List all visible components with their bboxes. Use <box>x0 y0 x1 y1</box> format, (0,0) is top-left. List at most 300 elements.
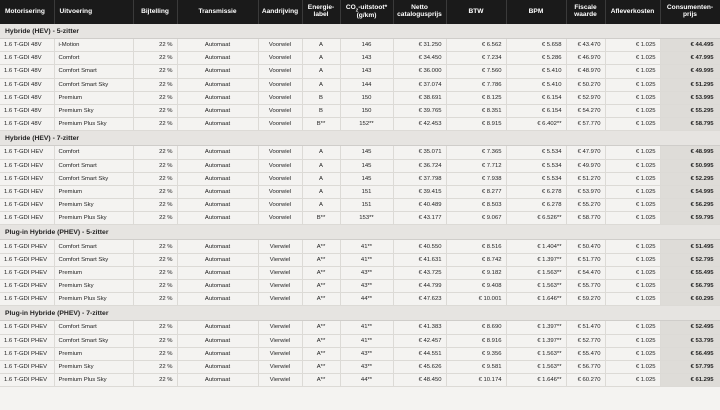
cell-consumentenprijs: € 56.795 <box>660 280 720 293</box>
cell-energielabel: A** <box>302 360 340 373</box>
cell-afleverkosten: € 1.025 <box>605 253 660 266</box>
cell-consumentenprijs: € 44.495 <box>660 39 720 52</box>
table-row <box>0 240 720 253</box>
cell-co2: 41** <box>340 334 393 347</box>
cell-aandrijving: Voorwiel <box>258 91 302 104</box>
cell-bpm: € 5.410 <box>506 65 566 78</box>
cell-fiscale-waarde: € 52.970 <box>566 91 605 104</box>
cell-btw: € 9.356 <box>446 347 506 360</box>
cell-netto-catalogusprijs: € 36.724 <box>393 159 446 172</box>
cell-bijtelling: 22 % <box>133 146 177 159</box>
cell-consumentenprijs: € 50.995 <box>660 159 720 172</box>
cell-afleverkosten: € 1.025 <box>605 280 660 293</box>
cell-afleverkosten: € 1.025 <box>605 347 660 360</box>
cell-netto-catalogusprijs: € 36.000 <box>393 65 446 78</box>
cell-consumentenprijs: € 55.495 <box>660 266 720 279</box>
cell-energielabel: A** <box>302 374 340 387</box>
cell-transmissie: Automaat <box>177 253 258 266</box>
cell-co2: 143 <box>340 65 393 78</box>
cell-co2: 41** <box>340 253 393 266</box>
cell-netto-catalogusprijs: € 43.177 <box>393 212 446 225</box>
cell-transmissie: Automaat <box>177 266 258 279</box>
cell-bijtelling: 22 % <box>133 347 177 360</box>
cell-transmissie: Automaat <box>177 347 258 360</box>
cell-btw: € 7.712 <box>446 159 506 172</box>
header-afleverkosten: Afleverkosten <box>605 0 660 24</box>
cell-btw: € 8.915 <box>446 118 506 131</box>
cell-motorisering: 1.6 T-GDI HEV <box>0 212 54 225</box>
header-aandrijving: Aandrijving <box>258 0 302 24</box>
cell-consumentenprijs: € 48.995 <box>660 146 720 159</box>
cell-afleverkosten: € 1.025 <box>605 146 660 159</box>
cell-bijtelling: 22 % <box>133 321 177 334</box>
cell-uitvoering: Premium <box>54 185 133 198</box>
cell-aandrijving: Voorwiel <box>258 78 302 91</box>
cell-bpm: € 1.563** <box>506 266 566 279</box>
cell-co2: 150 <box>340 104 393 117</box>
cell-fiscale-waarde: € 50.470 <box>566 240 605 253</box>
cell-aandrijving: Voorwiel <box>258 39 302 52</box>
cell-co2: 150 <box>340 91 393 104</box>
cell-uitvoering: Comfort Smart <box>54 159 133 172</box>
table-row <box>0 159 720 172</box>
section-title: Hybride (HEV) - 5-zitter <box>0 24 720 39</box>
cell-aandrijving: Vierwiel <box>258 360 302 373</box>
cell-motorisering: 1.6 T-GDI PHEV <box>0 360 54 373</box>
cell-bpm: € 1.404** <box>506 240 566 253</box>
table-row <box>0 91 720 104</box>
cell-energielabel: A <box>302 172 340 185</box>
table-row <box>0 104 720 117</box>
cell-netto-catalogusprijs: € 39.415 <box>393 185 446 198</box>
cell-afleverkosten: € 1.025 <box>605 185 660 198</box>
cell-bpm: € 6.154 <box>506 104 566 117</box>
cell-motorisering: 1.6 T-GDI 48V <box>0 39 54 52</box>
cell-co2: 43** <box>340 360 393 373</box>
cell-co2: 43** <box>340 347 393 360</box>
cell-bpm: € 1.397** <box>506 334 566 347</box>
cell-btw: € 8.690 <box>446 321 506 334</box>
header-btw: BTW <box>446 0 506 24</box>
cell-co2: 43** <box>340 280 393 293</box>
cell-btw: € 8.516 <box>446 240 506 253</box>
cell-co2: 145 <box>340 172 393 185</box>
cell-afleverkosten: € 1.025 <box>605 159 660 172</box>
cell-co2: 41** <box>340 321 393 334</box>
cell-transmissie: Automaat <box>177 240 258 253</box>
cell-bijtelling: 22 % <box>133 159 177 172</box>
cell-netto-catalogusprijs: € 45.626 <box>393 360 446 373</box>
cell-fiscale-waarde: € 55.470 <box>566 347 605 360</box>
header-motorisering: Motorisering <box>0 0 54 24</box>
header-energielabel: Energie- label <box>302 0 340 24</box>
table-row <box>0 280 720 293</box>
cell-uitvoering: Premium <box>54 91 133 104</box>
table-row <box>0 360 720 373</box>
cell-fiscale-waarde: € 51.770 <box>566 253 605 266</box>
cell-motorisering: 1.6 T-GDI HEV <box>0 185 54 198</box>
cell-consumentenprijs: € 60.295 <box>660 293 720 306</box>
cell-bpm: € 1.397** <box>506 253 566 266</box>
table-row <box>0 185 720 198</box>
cell-btw: € 9.067 <box>446 212 506 225</box>
cell-netto-catalogusprijs: € 35.071 <box>393 146 446 159</box>
cell-consumentenprijs: € 59.795 <box>660 212 720 225</box>
cell-energielabel: B** <box>302 212 340 225</box>
cell-bpm: € 6.278 <box>506 199 566 212</box>
section-title: Hybride (HEV) - 7-zitter <box>0 131 720 146</box>
cell-bijtelling: 22 % <box>133 185 177 198</box>
section-header <box>0 225 720 240</box>
cell-bpm: € 1.397** <box>506 321 566 334</box>
cell-uitvoering: Comfort Smart Sky <box>54 334 133 347</box>
cell-co2: 44** <box>340 374 393 387</box>
cell-energielabel: B <box>302 104 340 117</box>
cell-uitvoering: Premium <box>54 347 133 360</box>
cell-transmissie: Automaat <box>177 360 258 373</box>
cell-uitvoering: Premium Sky <box>54 199 133 212</box>
cell-uitvoering: i-Motion <box>54 39 133 52</box>
header-co2: $CO_2-uitstoot*$ (g/km) <box>340 0 393 24</box>
cell-consumentenprijs: € 51.295 <box>660 78 720 91</box>
table-row <box>0 347 720 360</box>
cell-fiscale-waarde: € 46.970 <box>566 52 605 65</box>
cell-energielabel: A <box>302 146 340 159</box>
table-row <box>0 78 720 91</box>
cell-aandrijving: Vierwiel <box>258 334 302 347</box>
cell-motorisering: 1.6 T-GDI 48V <box>0 104 54 117</box>
cell-motorisering: 1.6 T-GDI 48V <box>0 118 54 131</box>
cell-aandrijving: Voorwiel <box>258 146 302 159</box>
cell-fiscale-waarde: € 52.770 <box>566 334 605 347</box>
cell-bijtelling: 22 % <box>133 65 177 78</box>
cell-fiscale-waarde: € 55.270 <box>566 199 605 212</box>
cell-aandrijving: Voorwiel <box>258 104 302 117</box>
cell-transmissie: Automaat <box>177 146 258 159</box>
cell-bpm: € 1.563** <box>506 347 566 360</box>
cell-bpm: € 5.534 <box>506 172 566 185</box>
cell-uitvoering: Comfort Smart <box>54 65 133 78</box>
table-row <box>0 334 720 347</box>
cell-aandrijving: Voorwiel <box>258 185 302 198</box>
cell-netto-catalogusprijs: € 38.691 <box>393 91 446 104</box>
cell-bpm: € 5.286 <box>506 52 566 65</box>
cell-consumentenprijs: € 52.295 <box>660 172 720 185</box>
cell-bijtelling: 22 % <box>133 52 177 65</box>
cell-transmissie: Automaat <box>177 374 258 387</box>
table-row <box>0 172 720 185</box>
cell-aandrijving: Voorwiel <box>258 199 302 212</box>
cell-uitvoering: Premium Plus Sky <box>54 374 133 387</box>
cell-bpm: € 5.410 <box>506 78 566 91</box>
cell-bpm: € 6.278 <box>506 185 566 198</box>
cell-transmissie: Automaat <box>177 199 258 212</box>
cell-consumentenprijs: € 57.795 <box>660 360 720 373</box>
cell-co2: 153** <box>340 212 393 225</box>
cell-consumentenprijs: € 49.995 <box>660 65 720 78</box>
cell-energielabel: A** <box>302 293 340 306</box>
cell-afleverkosten: € 1.025 <box>605 65 660 78</box>
cell-aandrijving: Voorwiel <box>258 172 302 185</box>
cell-aandrijving: Voorwiel <box>258 52 302 65</box>
cell-motorisering: 1.6 T-GDI HEV <box>0 146 54 159</box>
cell-fiscale-waarde: € 51.270 <box>566 172 605 185</box>
cell-bpm: € 5.534 <box>506 159 566 172</box>
header-bpm: BPM <box>506 0 566 24</box>
cell-fiscale-waarde: € 47.970 <box>566 146 605 159</box>
cell-btw: € 8.351 <box>446 104 506 117</box>
cell-bijtelling: 22 % <box>133 172 177 185</box>
table-row <box>0 266 720 279</box>
cell-fiscale-waarde: € 60.270 <box>566 374 605 387</box>
table-row <box>0 199 720 212</box>
cell-consumentenprijs: € 47.995 <box>660 52 720 65</box>
cell-motorisering: 1.6 T-GDI PHEV <box>0 293 54 306</box>
cell-transmissie: Automaat <box>177 65 258 78</box>
table-row <box>0 253 720 266</box>
cell-co2: 151 <box>340 185 393 198</box>
cell-consumentenprijs: € 54.995 <box>660 185 720 198</box>
cell-afleverkosten: € 1.025 <box>605 199 660 212</box>
section-header <box>0 306 720 321</box>
cell-motorisering: 1.6 T-GDI PHEV <box>0 374 54 387</box>
cell-bijtelling: 22 % <box>133 104 177 117</box>
cell-bijtelling: 22 % <box>133 360 177 373</box>
cell-bpm: € 6.154 <box>506 91 566 104</box>
cell-aandrijving: Vierwiel <box>258 253 302 266</box>
cell-btw: € 8.277 <box>446 185 506 198</box>
section-header <box>0 24 720 39</box>
cell-motorisering: 1.6 T-GDI HEV <box>0 159 54 172</box>
cell-motorisering: 1.6 T-GDI PHEV <box>0 266 54 279</box>
cell-consumentenprijs: € 56.495 <box>660 347 720 360</box>
cell-bijtelling: 22 % <box>133 212 177 225</box>
cell-netto-catalogusprijs: € 44.551 <box>393 347 446 360</box>
cell-fiscale-waarde: € 57.770 <box>566 118 605 131</box>
header-uitvoering: Uitvoering <box>54 0 133 24</box>
cell-motorisering: 1.6 T-GDI 48V <box>0 91 54 104</box>
cell-fiscale-waarde: € 49.970 <box>566 159 605 172</box>
cell-bijtelling: 22 % <box>133 91 177 104</box>
cell-motorisering: 1.6 T-GDI PHEV <box>0 280 54 293</box>
cell-btw: € 7.560 <box>446 65 506 78</box>
cell-fiscale-waarde: € 54.470 <box>566 266 605 279</box>
cell-motorisering: 1.6 T-GDI 48V <box>0 78 54 91</box>
cell-btw: € 8.125 <box>446 91 506 104</box>
header-fiscale: Fiscale waarde <box>566 0 605 24</box>
section-title: Plug-in Hybride (PHEV) - 5-zitter <box>0 225 720 240</box>
cell-consumentenprijs: € 56.295 <box>660 199 720 212</box>
cell-uitvoering: Comfort Smart Sky <box>54 78 133 91</box>
cell-btw: € 9.581 <box>446 360 506 373</box>
cell-co2: 41** <box>340 240 393 253</box>
cell-transmissie: Automaat <box>177 39 258 52</box>
cell-btw: € 9.182 <box>446 266 506 279</box>
cell-btw: € 7.938 <box>446 172 506 185</box>
cell-uitvoering: Comfort <box>54 52 133 65</box>
cell-transmissie: Automaat <box>177 52 258 65</box>
cell-fiscale-waarde: € 53.970 <box>566 185 605 198</box>
cell-afleverkosten: € 1.025 <box>605 321 660 334</box>
cell-fiscale-waarde: € 54.270 <box>566 104 605 117</box>
cell-motorisering: 1.6 T-GDI PHEV <box>0 240 54 253</box>
cell-energielabel: A <box>302 159 340 172</box>
cell-fiscale-waarde: € 55.770 <box>566 280 605 293</box>
cell-afleverkosten: € 1.025 <box>605 360 660 373</box>
cell-bijtelling: 22 % <box>133 78 177 91</box>
cell-netto-catalogusprijs: € 37.798 <box>393 172 446 185</box>
cell-bpm: € 1.646** <box>506 293 566 306</box>
cell-co2: 44** <box>340 293 393 306</box>
cell-afleverkosten: € 1.025 <box>605 104 660 117</box>
cell-transmissie: Automaat <box>177 185 258 198</box>
cell-fiscale-waarde: € 51.470 <box>566 321 605 334</box>
cell-consumentenprijs: € 53.795 <box>660 334 720 347</box>
cell-aandrijving: Vierwiel <box>258 293 302 306</box>
cell-energielabel: A <box>302 185 340 198</box>
cell-afleverkosten: € 1.025 <box>605 240 660 253</box>
cell-fiscale-waarde: € 50.270 <box>566 78 605 91</box>
cell-afleverkosten: € 1.025 <box>605 334 660 347</box>
cell-btw: € 6.562 <box>446 39 506 52</box>
cell-netto-catalogusprijs: € 41.631 <box>393 253 446 266</box>
cell-afleverkosten: € 1.025 <box>605 266 660 279</box>
cell-netto-catalogusprijs: € 42.457 <box>393 334 446 347</box>
header-bijtelling: Bijtelling <box>133 0 177 24</box>
cell-transmissie: Automaat <box>177 104 258 117</box>
header-netto: Netto catalogusprijs <box>393 0 446 24</box>
cell-motorisering: 1.6 T-GDI PHEV <box>0 347 54 360</box>
cell-afleverkosten: € 1.025 <box>605 39 660 52</box>
cell-uitvoering: Premium Plus Sky <box>54 212 133 225</box>
cell-consumentenprijs: € 61.295 <box>660 374 720 387</box>
cell-netto-catalogusprijs: € 34.450 <box>393 52 446 65</box>
cell-co2: 151 <box>340 199 393 212</box>
cell-afleverkosten: € 1.025 <box>605 91 660 104</box>
cell-afleverkosten: € 1.025 <box>605 52 660 65</box>
cell-energielabel: A** <box>302 280 340 293</box>
cell-bpm: € 1.563** <box>506 280 566 293</box>
cell-energielabel: A** <box>302 266 340 279</box>
cell-netto-catalogusprijs: € 44.799 <box>393 280 446 293</box>
cell-bpm: € 5.658 <box>506 39 566 52</box>
cell-consumentenprijs: € 53.995 <box>660 91 720 104</box>
cell-bijtelling: 22 % <box>133 374 177 387</box>
cell-aandrijving: Vierwiel <box>258 374 302 387</box>
cell-btw: € 10.001 <box>446 293 506 306</box>
cell-motorisering: 1.6 T-GDI 48V <box>0 52 54 65</box>
cell-bijtelling: 22 % <box>133 118 177 131</box>
cell-afleverkosten: € 1.025 <box>605 118 660 131</box>
cell-energielabel: A** <box>302 240 340 253</box>
cell-co2: 145 <box>340 159 393 172</box>
table-row <box>0 293 720 306</box>
cell-transmissie: Automaat <box>177 159 258 172</box>
cell-uitvoering: Comfort Smart <box>54 321 133 334</box>
cell-aandrijving: Vierwiel <box>258 321 302 334</box>
cell-motorisering: 1.6 T-GDI HEV <box>0 199 54 212</box>
cell-bpm: € 6.402** <box>506 118 566 131</box>
cell-afleverkosten: € 1.025 <box>605 78 660 91</box>
cell-bijtelling: 22 % <box>133 199 177 212</box>
cell-fiscale-waarde: € 43.470 <box>566 39 605 52</box>
cell-co2: 145 <box>340 146 393 159</box>
cell-bijtelling: 22 % <box>133 280 177 293</box>
cell-energielabel: A <box>302 78 340 91</box>
cell-netto-catalogusprijs: € 48.450 <box>393 374 446 387</box>
cell-consumentenprijs: € 55.295 <box>660 104 720 117</box>
cell-energielabel: A** <box>302 347 340 360</box>
cell-fiscale-waarde: € 56.770 <box>566 360 605 373</box>
cell-energielabel: B <box>302 91 340 104</box>
cell-uitvoering: Comfort <box>54 146 133 159</box>
cell-netto-catalogusprijs: € 37.074 <box>393 78 446 91</box>
cell-uitvoering: Comfort Smart Sky <box>54 253 133 266</box>
table-row <box>0 321 720 334</box>
cell-transmissie: Automaat <box>177 293 258 306</box>
cell-uitvoering: Premium Sky <box>54 280 133 293</box>
cell-energielabel: B** <box>302 118 340 131</box>
cell-consumentenprijs: € 52.495 <box>660 321 720 334</box>
cell-bpm: € 6.526** <box>506 212 566 225</box>
cell-co2: 152** <box>340 118 393 131</box>
cell-transmissie: Automaat <box>177 91 258 104</box>
cell-aandrijving: Vierwiel <box>258 347 302 360</box>
cell-netto-catalogusprijs: € 39.765 <box>393 104 446 117</box>
cell-energielabel: A <box>302 39 340 52</box>
cell-co2: 146 <box>340 39 393 52</box>
cell-fiscale-waarde: € 59.270 <box>566 293 605 306</box>
table-row <box>0 374 720 387</box>
cell-aandrijving: Vierwiel <box>258 240 302 253</box>
cell-afleverkosten: € 1.025 <box>605 374 660 387</box>
cell-motorisering: 1.6 T-GDI 48V <box>0 65 54 78</box>
cell-aandrijving: Voorwiel <box>258 212 302 225</box>
cell-uitvoering: Premium Plus Sky <box>54 293 133 306</box>
cell-energielabel: A <box>302 65 340 78</box>
cell-bijtelling: 22 % <box>133 253 177 266</box>
cell-netto-catalogusprijs: € 40.489 <box>393 199 446 212</box>
cell-netto-catalogusprijs: € 47.623 <box>393 293 446 306</box>
cell-consumentenprijs: € 52.795 <box>660 253 720 266</box>
cell-aandrijving: Vierwiel <box>258 280 302 293</box>
header-row <box>0 0 720 24</box>
cell-btw: € 8.916 <box>446 334 506 347</box>
cell-co2: 143 <box>340 52 393 65</box>
cell-bpm: € 1.646** <box>506 374 566 387</box>
cell-energielabel: A <box>302 199 340 212</box>
table-row <box>0 52 720 65</box>
cell-btw: € 7.234 <box>446 52 506 65</box>
cell-afleverkosten: € 1.025 <box>605 172 660 185</box>
cell-uitvoering: Comfort Smart <box>54 240 133 253</box>
table-row <box>0 39 720 52</box>
table-row <box>0 65 720 78</box>
cell-btw: € 8.503 <box>446 199 506 212</box>
cell-netto-catalogusprijs: € 43.725 <box>393 266 446 279</box>
cell-btw: € 7.365 <box>446 146 506 159</box>
table-body <box>0 24 720 387</box>
cell-co2: 43** <box>340 266 393 279</box>
cell-netto-catalogusprijs: € 31.250 <box>393 39 446 52</box>
cell-bijtelling: 22 % <box>133 266 177 279</box>
cell-energielabel: A** <box>302 253 340 266</box>
cell-motorisering: 1.6 T-GDI PHEV <box>0 253 54 266</box>
cell-energielabel: A <box>302 52 340 65</box>
cell-bpm: € 1.563** <box>506 360 566 373</box>
cell-consumentenprijs: € 51.495 <box>660 240 720 253</box>
cell-btw: € 10.174 <box>446 374 506 387</box>
